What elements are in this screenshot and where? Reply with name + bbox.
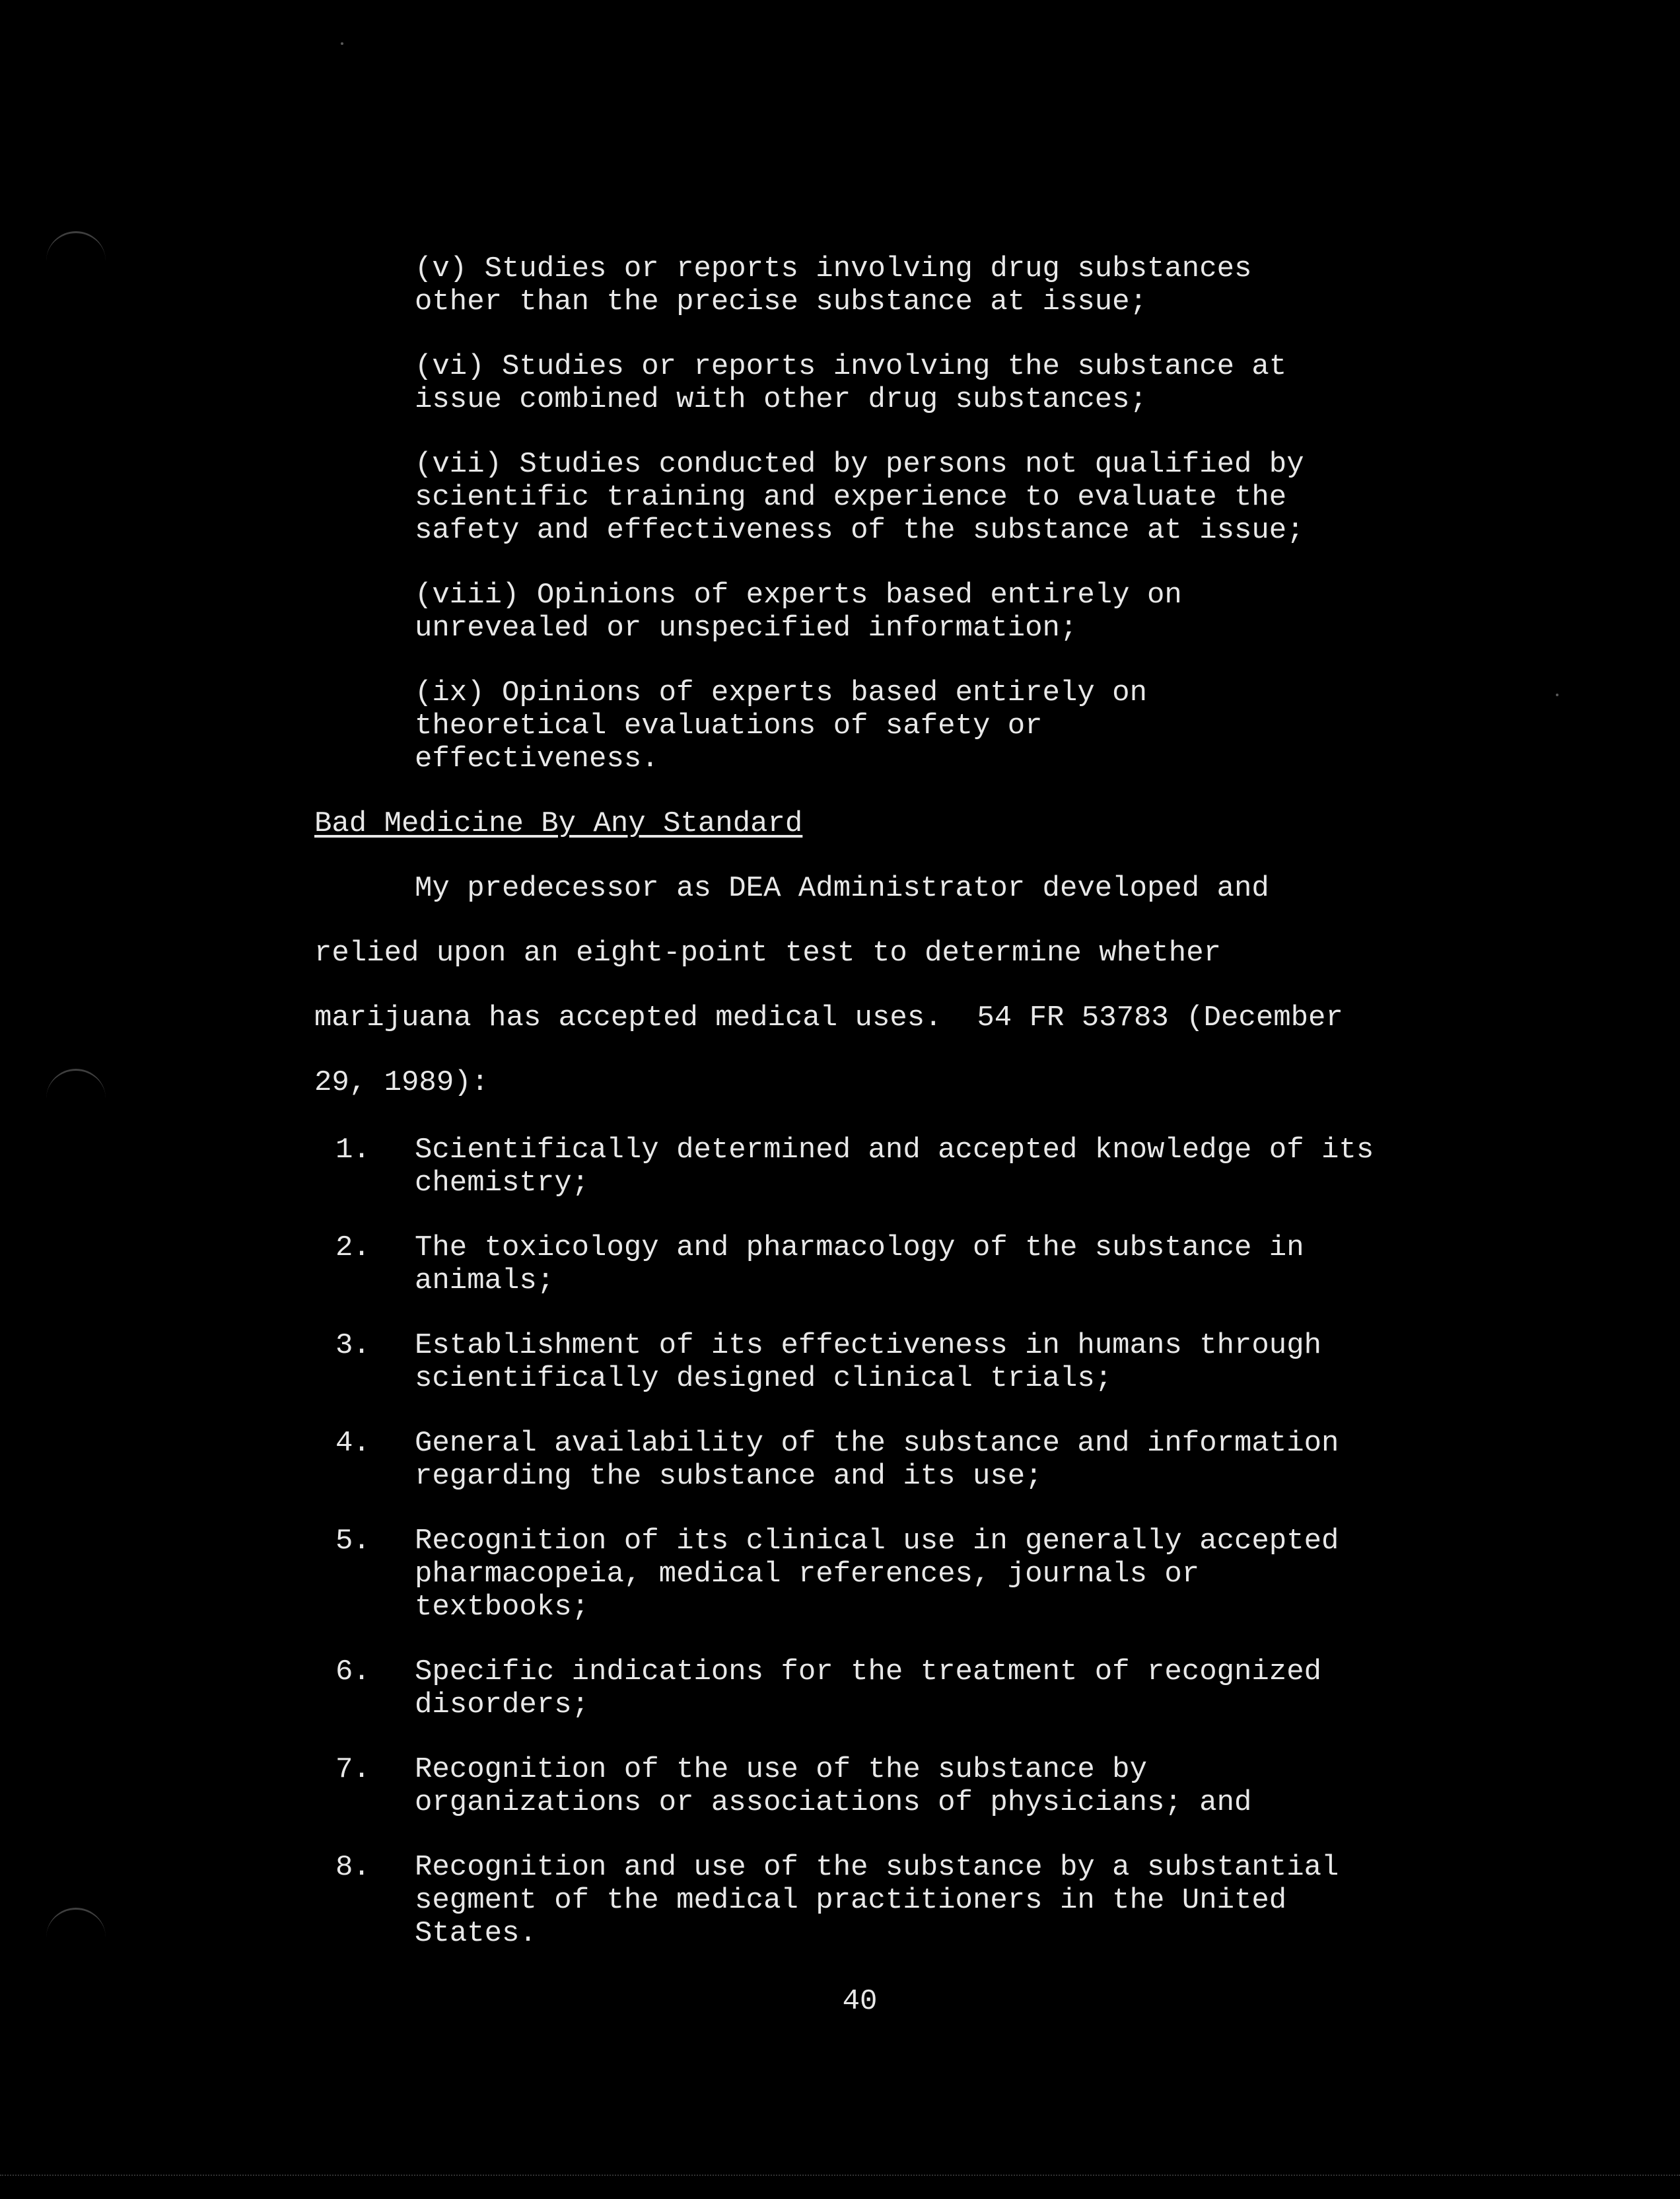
sub-item-vii: (vii) Studies conducted by persons not qualified by scientific training and experience to evaluate the safety and effectiveness of the substance at issue; xyxy=(415,448,1304,547)
list-item-text: Recognition of its clinical use in generally accepted pharmacopeia, medical references, journals or textbooks; xyxy=(415,1525,1339,1624)
scan-speck xyxy=(341,42,343,45)
section-heading: Bad Medicine By Any Standard xyxy=(314,807,803,840)
punch-hole-mark xyxy=(46,1908,106,1956)
punch-hole-mark xyxy=(46,1069,106,1117)
list-item-number: 5. xyxy=(335,1525,370,1558)
list-item-number: 8. xyxy=(335,1851,370,1884)
scan-edge-noise xyxy=(0,2175,1680,2179)
sub-item-vi: (vi) Studies or reports involving the substance at issue combined with other drug substances; xyxy=(415,350,1287,416)
list-item-text: Recognition of the use of the substance by organizations or associations of physicians; and xyxy=(415,1753,1252,1819)
list-item-number: 7. xyxy=(335,1753,370,1786)
scan-speck xyxy=(1556,694,1558,696)
sub-item-v: (v) Studies or reports involving drug substances other than the precise substance at issue; xyxy=(415,252,1252,318)
sub-item-viii: (viii) Opinions of experts based entirely on unrevealed or unspecified information; xyxy=(415,579,1182,645)
list-item-number: 4. xyxy=(335,1427,370,1460)
list-item-text: The toxicology and pharmacology of the substance in animals; xyxy=(415,1231,1304,1297)
sub-item-ix: (ix) Opinions of experts based entirely on theoretical evaluations of safety or effectiveness. xyxy=(415,676,1147,775)
body-paragraph-line: 29, 1989): xyxy=(314,1066,489,1099)
punch-hole-mark xyxy=(46,231,106,279)
body-paragraph-first-line: My predecessor as DEA Administrator developed and xyxy=(415,872,1269,905)
list-item-text: Recognition and use of the substance by a substantial segment of the medical practitioners in the United States. xyxy=(415,1851,1339,1950)
list-item-number: 3. xyxy=(335,1329,370,1362)
list-item-text: Specific indications for the treatment of recognized disorders; xyxy=(415,1655,1322,1721)
list-item-text: General availability of the substance and information regarding the substance and its use; xyxy=(415,1427,1339,1493)
page-number: 40 xyxy=(842,1985,878,2018)
body-paragraph-line: marijuana has accepted medical uses. 54 FR 53783 (December xyxy=(314,1001,1343,1034)
list-item-number: 1. xyxy=(335,1134,370,1167)
list-item-number: 6. xyxy=(335,1655,370,1688)
list-item-text: Establishment of its effectiveness in humans through scientifically designed clinical trials; xyxy=(415,1329,1322,1395)
list-item-text: Scientifically determined and accepted knowledge of its chemistry; xyxy=(415,1134,1374,1200)
list-item-number: 2. xyxy=(335,1231,370,1264)
body-paragraph-line: relied upon an eight-point test to determine whether xyxy=(314,937,1222,970)
